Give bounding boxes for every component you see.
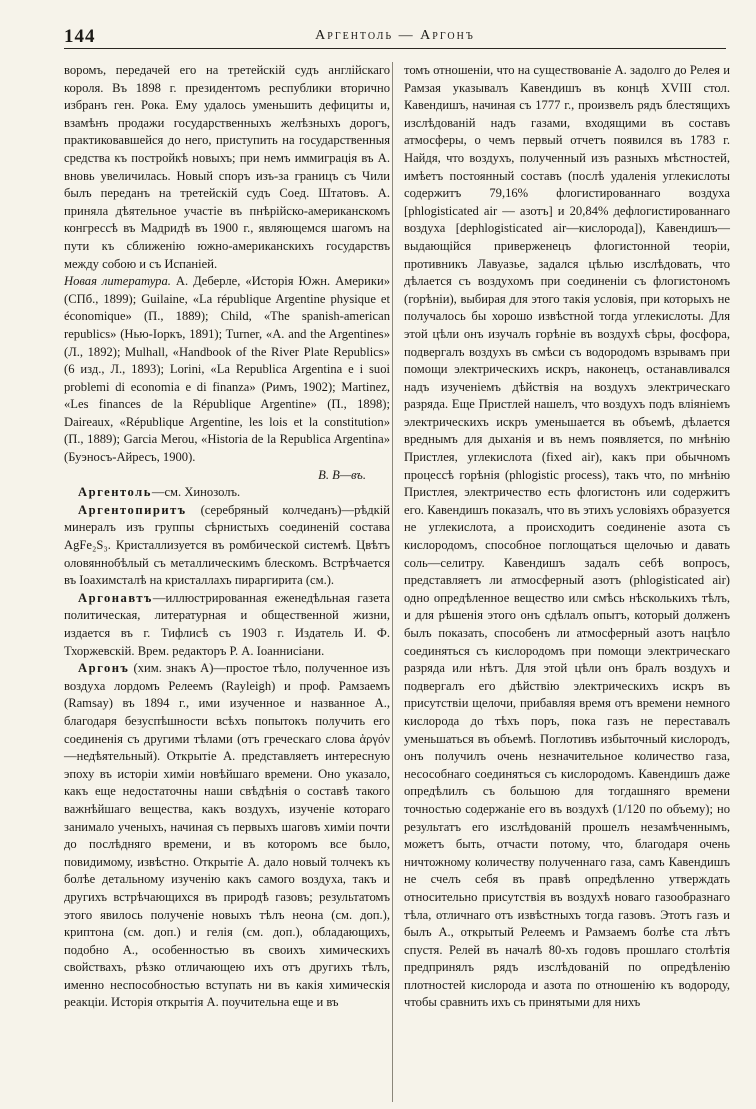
running-title: Аргентоль — Аргонъ xyxy=(315,28,475,43)
entry-term: Аргентоль xyxy=(78,485,152,500)
entry-argonavt xyxy=(64,590,390,660)
literature-label: Новая литература. xyxy=(64,274,171,289)
right-column xyxy=(404,62,730,1012)
entry-argentopirit xyxy=(64,502,390,590)
entry-text: (хим. знакъ A)—простое тѣло, полученное изъ воздуха лордомъ Релеемъ (Rayleigh) и проф. Рамзаемъ (Ramsay) въ 1894 г., ими изученное и названное А., благодаря безуспѣшности всѣхъ попытокъ получить его соединенія съ другими тѣлами (отъ греческаго слова ἀργόν—недѣятельный). Открытіе А. представляетъ интересную эпоху въ исторіи химіи новѣйшаго времени. Оно указало, какъ еще недостаточны наши свѣдѣнія о составѣ такого важнѣйшаго вещества, какъ воздухъ, изученіе котораго занимало ученыхъ, начиная съ первыхъ шаговъ химіи почти до послѣдняго времени, и въ которомъ все было, повидимому, извѣстно. Открытіе А. дало новый толчекъ къ болѣе детальному изученію какъ самого воздуха, такъ и другихъ встрѣчающихся въ природѣ газовъ; результатомъ этого явилось полученіе новыхъ тѣлъ неона (см. доп.), криптона (см. доп.) и гелія (см. доп.), обладающихъ, подобно А., особенностью въ своихъ химическихъ свойствахъ, рѣзко отличающею ихъ отъ другихъ тѣлъ, именно неспособностью вступать ни въ какія химическія реакціи. Исторія открытія А. поучительна еще и въ xyxy=(64,661,390,1010)
entry-term: Аргентопиритъ xyxy=(78,502,187,517)
entry-text: —см. Хинозолъ. xyxy=(151,485,241,500)
entry-argentol xyxy=(64,484,390,502)
left-column xyxy=(64,62,390,1012)
author-signature: В. В—въ. xyxy=(318,467,366,482)
entry-text: (серебряный колчеданъ)—рѣдкій минералъ изъ группы сѣрнистыхъ соединеній состава AgFe₂S₃. Кристаллизуется въ ромбической системѣ. Цвѣтъ оловяннобѣлый съ металлическимъ блескомъ. Встрѣчается въ Іоахимсталѣ на кристаллахъ пираргирита (см.). xyxy=(64,502,390,588)
column-divider xyxy=(392,62,393,1102)
page-header xyxy=(64,26,726,49)
entry-text: —иллюстрированная еженедѣльная газета политическая, литературная и общественной жизни, издается въ г. Тифлисѣ съ 1903 г. Издатель И. Ф. Тхоржевскій. Врем. редакторъ Р. А. Іоаннисіани. xyxy=(64,590,390,658)
paragraph-history: воромъ, передачей его на третейскій судъ англійскаго короля. Въ 1898 г. президентомъ республики вторично избранъ ген. Рока. Ему удалось уменьшить дефициты и, взамѣнъ продажи государственныхъ желѣзныхъ дорогъ, практиковавшейся до него, приступить на государственныя средства къ постройкѣ новыхъ; при немъ иммиграція въ А. вновь увеличилась. Новый споръ изъ-за границъ съ Чили былъ переданъ на третейскій судъ Соед. Штатовъ. А. приняла дѣятельное участіе въ пнѣрійско-американскомъ конгрессѣ въ Мадридѣ въ 1900 г., являющемся шагомъ на пути къ сближенію южно-американскихъ государствъ между собою и съ Испаніей. xyxy=(64,63,390,271)
literature-text: А. Деберле, «Исторія Южн. Америки» (СПб., 1899); Guilaine, «La république Argentine physique et économique» (П., 1889); Child, «The spanish-american republics» (Нью-Іоркъ, 1891); Turner, «A. and the Argentines» (Л., 1892); Mulhall, «Handbook of the River Plate Republics» (6 изд., Л., 1893); Lorini, «La Republica Argentina e i suoi problemi di economia e di finanza» (Римъ, 1902); Martinez, «Les finances de la République Argentine» (П., 1898); Daireaux, «République Argentine, les lois et la constitution» (П., 1889); Garcia Merou, «Historia de la Republica Argentina» (Буэносъ-Айресъ, 1900). xyxy=(64,274,390,465)
entry-argon xyxy=(64,660,390,1012)
entry-term: Аргонъ xyxy=(78,661,130,676)
literature-paragraph xyxy=(64,273,390,467)
page-number: 144 xyxy=(64,26,96,47)
entry-term: Аргонавтъ xyxy=(78,590,153,605)
paragraph-argon-continued: томъ отношеніи, что на существованіе А. задолго до Релея и Рамзая указывалъ Кавендишъ въ концѣ XVIII стол. Кавендишъ, начиная съ 1777 г., произвелъ рядъ блестящихъ изслѣдованій надъ газами, входящими въ составъ атмосферы, о чемъ первый отчетъ появился въ 1783 г. Найдя, что воздухъ, полученный изъ разныхъ мѣстностей, имѣетъ постоянный составъ (послѣ удаленія углекислоты содержитъ 79,16% флогистированнаго воздуха [phlogisticated air — азотъ] и 20,84% дефлогистированнаго воздуха [dephlogisticated air—кислорода]), Кавендишъ—выдающійся приверженецъ флогистонной теоріи, противникъ Лавуазье, задался цѣлью изслѣдовать, что дѣлается съ воздухомъ при соединеніи съ флогистономъ (горѣніи), выбирая для этого такія условія, при которыхъ не получалось бы хорошо извѣстной тогда углекислоты. Для этой цѣли онъ изучалъ горѣніе въ воздухѣ сѣры, фосфора, подвергалъ воздухъ въ смѣси съ водородомъ взрывамъ при помощи электрическихъ искръ, наконецъ, останавливался надъ изученіемъ дѣйствія на воздухъ электрическаго разряда. Еще Пристлей нашелъ, что воздухъ подъ вліяніемъ электрическихъ искръ уменьшается въ объемѣ, дѣлается вреднымъ для дыханія и въ немъ появляется, по мнѣнію Пристлея, углекислота (fixed air), какъ при обычномъ процессѣ горѣнія (phlogistic process), такъ что, по мнѣнію Пристлея, электричество есть флогистонъ или содержитъ его. Кавендишъ показалъ, что въ этихъ условіяхъ образуется не углекислота, а происходитъ соединеніе азота съ кислородомъ, способное поглощаться щелочью и давать соль—селитру. Кавендишъ задалъ себѣ вопросъ, представляетъ ли атмосферный азотъ (phlogisticated air) одно опредѣленное вещество или смѣсь нѣсколькихъ тѣлъ, и для рѣшенія этого онъ сдѣлалъ опытъ, который долженъ былъ показать, способенъ ли атмосферный азотъ нацѣло соединяться съ кислородомъ при помощи электрическаго разряда или нѣтъ. Для этой цѣли онъ бралъ воздухъ и подвергалъ его дѣйствію электрическихъ искръ въ присутствіи щелочи, прибавляя время отъ времени немного кислорода до тѣхъ поръ, пока газъ не переставалъ уменьшаться въ объемѣ. Поглотивъ избыточный кислородъ, онъ получилъ очень незначительное количество газа, несособнаго соединяться съ кислородомъ. Кавендишъ даже опредѣлилъ съ большою для тогдашняго времени точностью содержаніе его въ воздухѣ (1/120 по объему); но результатъ его изслѣдованій прошелъ незамѣченнымъ, можетъ быть, отчасти потому, что, благодаря очень ничтожному количеству полученнаго газа, самъ Кавендишъ не счелъ себя въ правѣ опредѣленно утверждать относительно присутствія въ воздухѣ новаго газообразнаго тѣла, отличнаго отъ извѣстныхъ тогда газовъ. Этотъ газъ и былъ А., открытый Релеемъ и Рамзаемъ болѣе ста лѣтъ спустя. Релей въ началѣ 80-хъ годовъ прошлаго столѣтія предпринялъ рядъ изслѣдованій по опредѣленію плотностей кислорода и азота по отношенію къ водороду, чтобы сравнить ихъ съ принятыми для нихъ xyxy=(404,63,730,1010)
